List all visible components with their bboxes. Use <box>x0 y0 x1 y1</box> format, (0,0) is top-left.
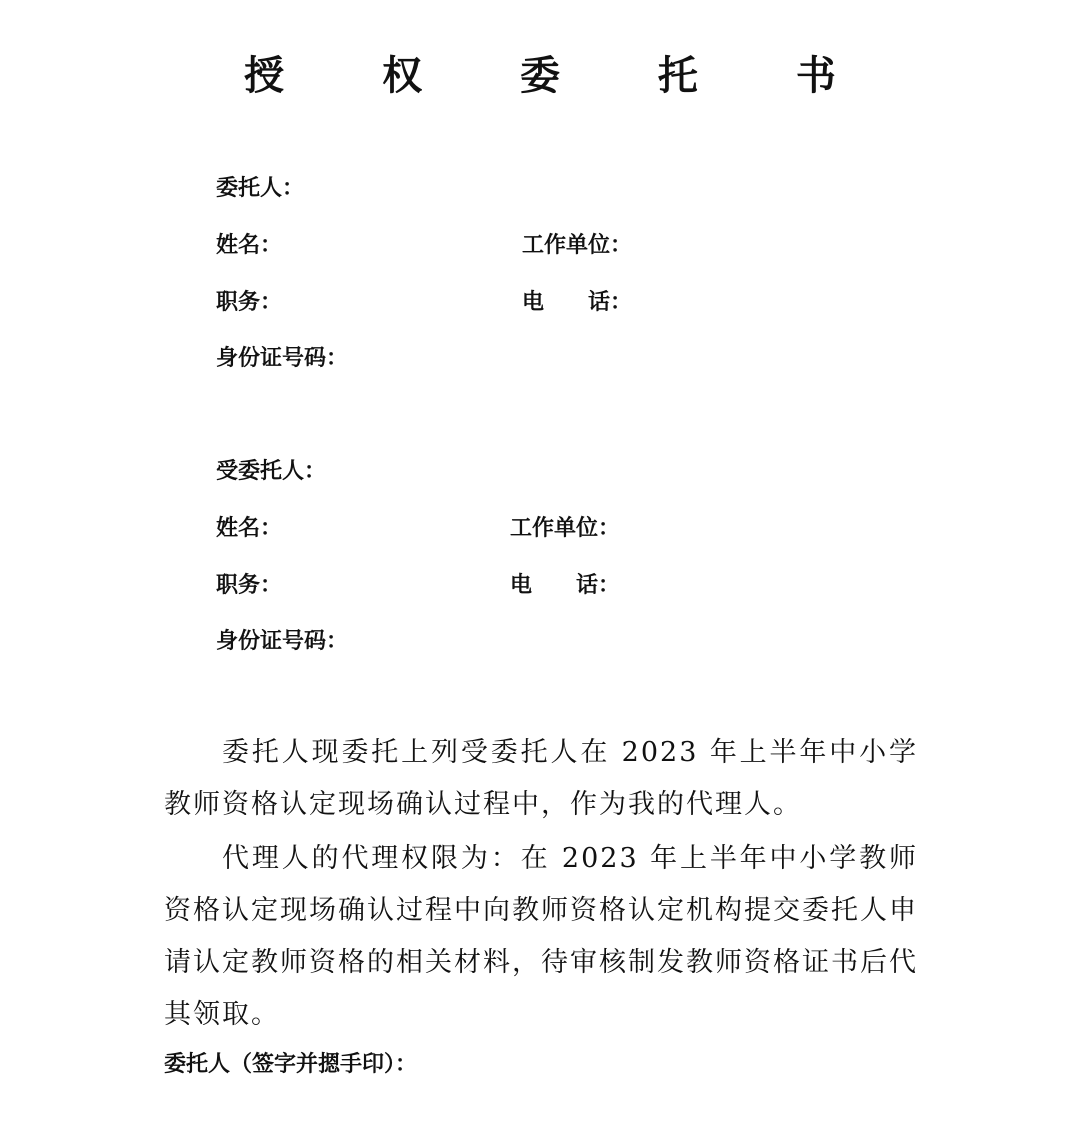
document-title: 授 权 委 托 书 <box>244 53 878 99</box>
principal-name-label: 姓名： <box>216 233 283 258</box>
agent-heading: 受委托人： <box>216 459 327 484</box>
agent-employer-label: 工作单位： <box>510 516 621 541</box>
signature-label: 委托人（签字并摁手印）： <box>164 1052 418 1077</box>
principal-phone-label: 电 话： <box>522 290 633 315</box>
agent-name-label: 姓名： <box>216 516 283 541</box>
authorization-paragraph: 委托人现委托上列受委托人在 2023 年上半年中小学教师资格认定现场确认过程中，作为我的代理人。 <box>164 737 918 820</box>
principal-employer-label: 工作单位： <box>522 233 633 258</box>
agent-position-label: 职务： <box>216 573 283 598</box>
principal-position-label: 职务： <box>216 290 283 315</box>
agent-id-label: 身份证号码： <box>216 629 349 654</box>
principal-id-label: 身份证号码： <box>216 346 349 371</box>
agent-phone-label: 电 话： <box>510 573 621 598</box>
principal-heading: 委托人： <box>216 176 305 201</box>
scope-paragraph: 代理人的代理权限为：在 2023 年上半年中小学教师资格认定现场确认过程中向教师资格认定机构提交委托人申请认定教师资格的相关材料，待审核制发教师资格证书后代其领取。 <box>164 843 918 1030</box>
